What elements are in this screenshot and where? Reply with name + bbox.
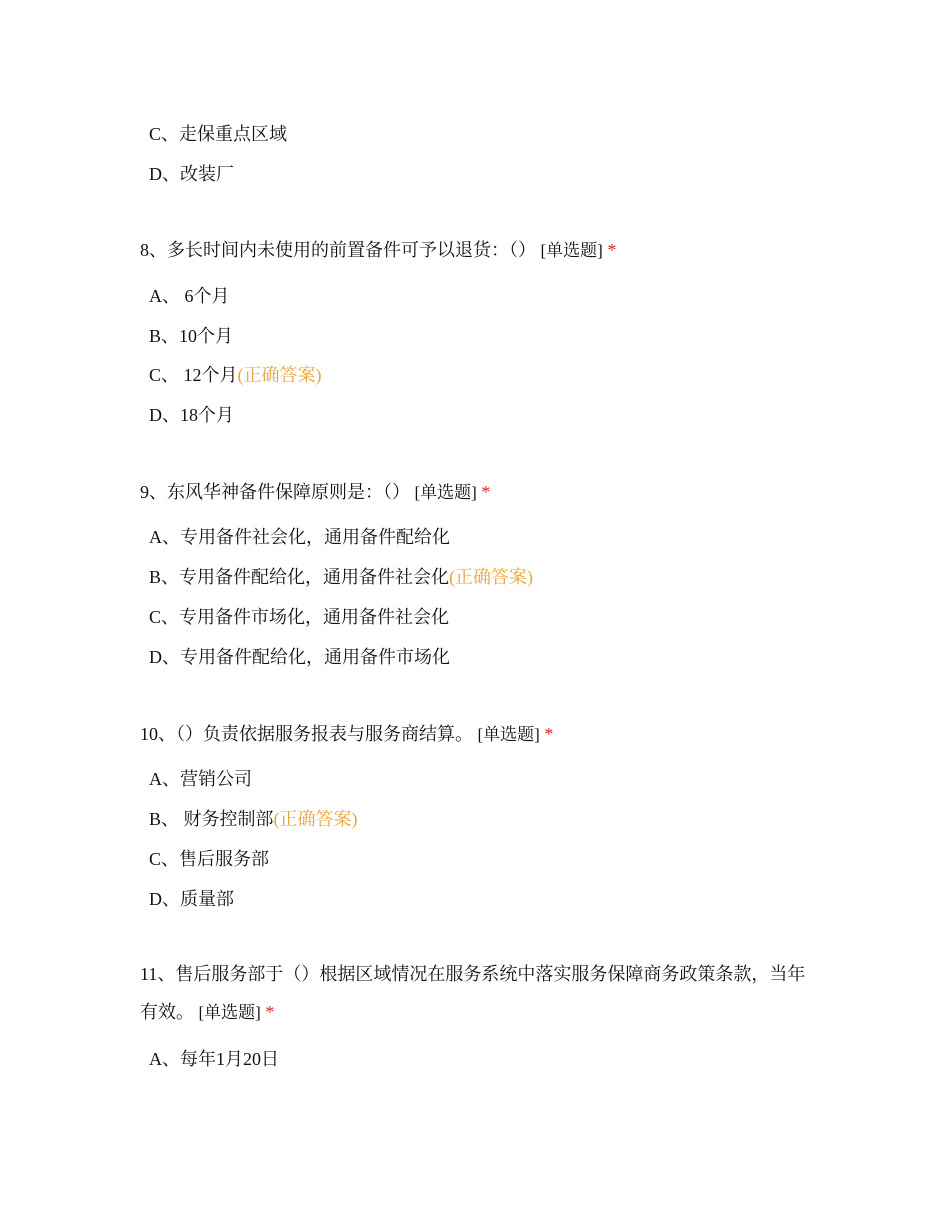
question-11-title [140,955,820,1032]
required-marker: * [544,724,554,744]
required-marker: * [481,482,491,502]
q11-option-a[interactable] [149,1047,279,1071]
required-marker: * [265,1002,275,1022]
question-type-tag: [单选题] [540,241,603,260]
question-text: 9、东风华神备件保障原则是：（） [140,482,410,502]
q8-option-d[interactable] [149,403,234,427]
correct-answer-marker: (正确答案) [237,365,322,385]
option-label: C、售后服务部 [149,849,270,869]
option-label: A、每年1月20日 [149,1049,279,1069]
option-label: B、专用备件配给化，通用备件社会化 [149,567,450,587]
q10-option-c[interactable] [149,847,269,871]
question-text: 11、售后服务部于（）根据区域情况在服务系统中落实服务保障商务政策条款，当年有效。 [140,964,806,1022]
q9-option-d[interactable] [149,645,450,669]
q10-option-a[interactable] [149,767,252,791]
required-marker: * [607,240,617,260]
option-label: A、专用备件社会化，通用备件配给化 [149,527,450,547]
option-label: D、改装厂 [149,164,234,184]
question-text: 8、多长时间内未使用的前置备件可予以退货：（） [140,240,536,260]
question-type-tag: [单选题] [198,1003,261,1022]
q9-option-a[interactable] [149,525,450,549]
option-label: C、 12个月 [149,365,238,385]
option-d-prev[interactable] [149,162,234,186]
question-8-title [140,238,616,263]
q8-option-b[interactable] [149,324,233,348]
q10-option-b[interactable] [149,807,358,831]
option-label: D、专用备件配给化，通用备件市场化 [149,647,450,667]
question-10-title [140,722,553,747]
q10-option-d[interactable] [149,887,234,911]
option-label: C、专用备件市场化，通用备件社会化 [149,607,450,627]
option-label: C、走保重点区域 [149,124,288,144]
question-9-title [140,480,490,505]
correct-answer-marker: (正确答案) [449,567,534,587]
question-text: 10、（）负责依据服务报表与服务商结算。 [140,724,473,744]
q8-option-c[interactable] [149,363,322,387]
correct-answer-marker: (正确答案) [273,809,358,829]
q9-option-b[interactable] [149,565,533,589]
q9-option-c[interactable] [149,605,449,629]
option-label: B、 财务控制部 [149,809,274,829]
option-label: A、 6个月 [149,286,230,306]
question-type-tag: [单选题] [414,483,477,502]
option-c-prev[interactable] [149,122,287,146]
option-label: A、营销公司 [149,769,252,789]
question-type-tag: [单选题] [477,725,540,744]
option-label: B、10个月 [149,326,234,346]
q8-option-a[interactable] [149,284,230,308]
option-label: D、质量部 [149,889,234,909]
option-label: D、18个月 [149,405,234,425]
